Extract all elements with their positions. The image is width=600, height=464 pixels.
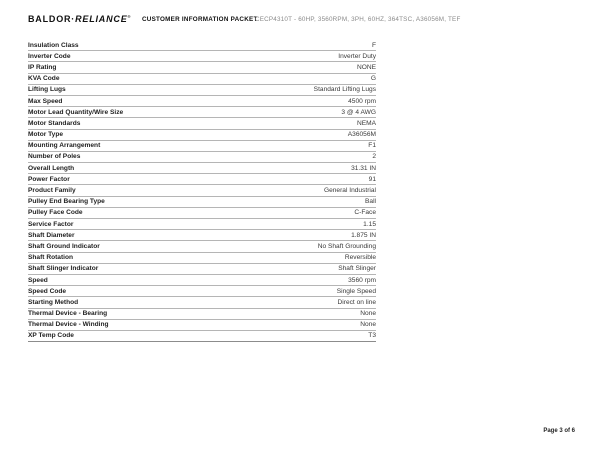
spec-value: General Industrial [323,187,376,195]
spec-label: Motor Type [28,131,64,139]
spec-value: 31.31 IN [351,164,376,172]
spec-table-row [28,141,376,152]
spec-label: Starting Method [28,298,79,306]
spec-label: Inverter Code [28,52,71,60]
spec-table-row [28,309,376,320]
spec-value: 1.15 [363,220,376,228]
spec-table-row [28,51,376,62]
spec-label: Overall Length [28,164,75,172]
spec-table-row [28,286,376,297]
spec-value: 3560 rpm [348,276,376,284]
spec-label: Mounting Arrangement [28,142,101,150]
registered-trademark-icon: ® [127,14,131,19]
spec-table-row [28,297,376,308]
spec-table-row [28,219,376,230]
spec-table-row [28,230,376,241]
spec-label: Max Speed [28,97,63,105]
spec-table-row [28,96,376,107]
spec-value: 91 [368,175,376,183]
spec-table-row [28,74,376,85]
spec-value: F1 [368,142,376,150]
spec-label: Speed [28,276,48,284]
spec-label: Speed Code [28,287,67,295]
spec-label: Motor Lead Quantity/Wire Size [28,108,124,116]
spec-table-row [28,40,376,51]
spec-label: Power Factor [28,175,70,183]
spec-value: NONE [356,63,376,71]
spec-value: Shaft Slinger [338,265,376,273]
spec-table-row [28,118,376,129]
spec-value: Inverter Duty [338,52,376,60]
spec-label: Thermal Device - Bearing [28,310,108,318]
spec-value: Reversible [344,254,376,262]
spec-table-row [28,85,376,96]
spec-label: Insulation Class [28,41,79,49]
spec-value: Ball [365,198,376,206]
spec-table-row [28,107,376,118]
spec-table-row [28,185,376,196]
spec-label: Pulley End Bearing Type [28,198,105,206]
spec-table-row [28,275,376,286]
spec-value: A36056M [347,131,376,139]
spec-label: Shaft Rotation [28,254,74,262]
spec-label: Shaft Slinger Indicator [28,265,99,273]
spec-table-row [28,130,376,141]
spec-label: Number of Poles [28,153,81,161]
spec-table-row [28,208,376,219]
spec-table [28,40,376,342]
spec-label: Lifting Lugs [28,86,66,94]
spec-table-row [28,241,376,252]
spec-table-row [28,331,376,342]
spec-label: Motor Standards [28,119,81,127]
spec-label: Thermal Device - Winding [28,321,109,329]
brand-left: BALDOR [28,14,72,24]
spec-value: NEMA [356,119,376,127]
spec-label: Product Family [28,187,76,195]
spec-table-row [28,62,376,73]
spec-table-row [28,174,376,185]
spec-value: Direct on line [337,298,376,306]
spec-label: Shaft Diameter [28,231,75,239]
spec-value: None [360,321,376,329]
spec-table-row [28,152,376,163]
spec-value: C-Face [354,209,376,217]
page-indicator: Page 3 of 6 [543,428,575,434]
spec-value: No Shaft Grounding [317,242,376,250]
brand-separator: · [71,14,76,24]
spec-label: XP Temp Code [28,332,74,340]
spec-value: G [370,75,376,83]
spec-value: F [371,41,376,49]
spec-value: 4500 rpm [348,97,376,105]
baldor-reliance-logo [28,14,130,24]
spec-label: KVA Code [28,75,60,83]
spec-value: None [360,310,376,318]
brand-right: RELIANCE [75,14,128,24]
spec-table-row [28,264,376,275]
spec-value: 3 @ 4 AWG [341,108,376,116]
spec-label: Service Factor [28,220,74,228]
spec-label: Shaft Ground Indicator [28,242,100,250]
spec-table-row [28,253,376,264]
spec-value: Standard Lifting Lugs [313,86,376,94]
spec-label: IP Rating [28,63,57,71]
spec-value: 2 [372,153,376,161]
spec-value: Single Speed [336,287,376,295]
spec-value: T3 [368,332,376,340]
spec-label: Pulley Face Code [28,209,83,217]
spec-value: 1.875 IN [351,231,376,239]
product-description: CECP4310T - 60HP, 3560RPM, 3PH, 60HZ, 364TSC, A36056M, TEF [255,16,461,23]
spec-table-row [28,163,376,174]
doc-title: CUSTOMER INFORMATION PACKET [142,16,258,23]
spec-table-row [28,320,376,331]
spec-table-row [28,197,376,208]
